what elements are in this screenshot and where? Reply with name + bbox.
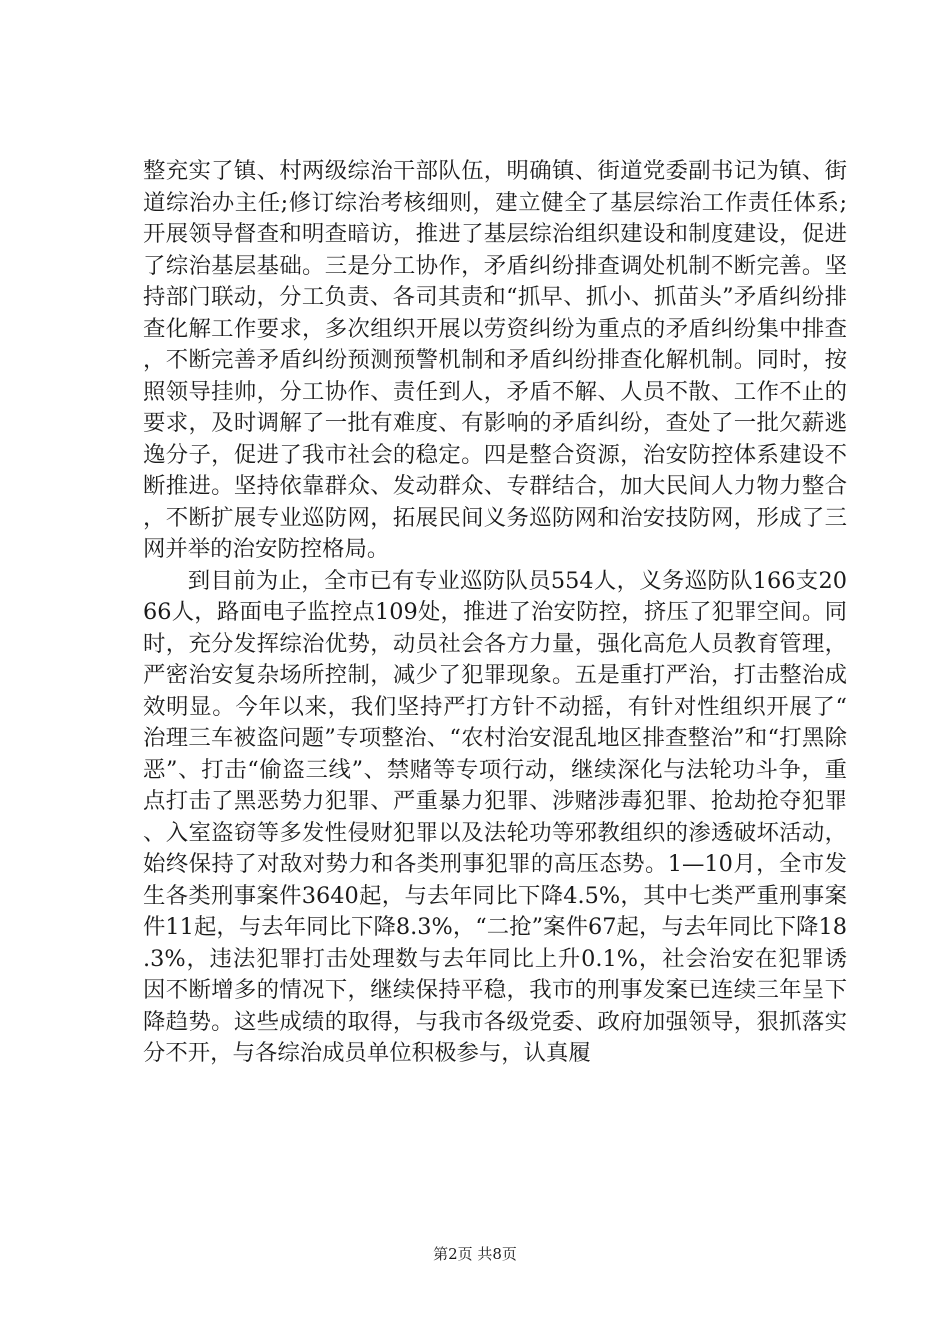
paragraph-2: 到目前为止，全市已有专业巡防队员554人，义务巡防队166支2066人，路面电子监控点109处，推进了治安防控，挤压了犯罪空间。同时，充分发挥综治优势，动员社会各方力量，强化高危人员教育管理，严密治安复杂场所控制，减少了犯罪现象。五是重打严治，打击整治成效明显。今年以来，我们坚持严打方针不动摇，有针对性组织开展了“治理三车被盗问题”专项整治、“农村治安混乱地区排查整治”和“打黑除恶”、打击“偷盗三线”、禁赌等专项行动，继续深化与法轮功斗争，重点打击了黑恶势力犯罪、严重暴力犯罪、涉赌涉毒犯罪、抢劫抢夺犯罪、入室盗窃等多发性侵财犯罪以及法轮功等邪教组织的渗透破坏活动，始终保持了对敌对势力和各类刑事犯罪的高压态势。1—10月，全市发生各类刑事案件3640起，与去年同比下降4.5%，其中七类严重刑事案件11起，与去年同比下降8.3%，“二抢”案件67起，与去年同比下降18.3%，违法犯罪打击处理数与去年同比上升0.1%，社会治安在犯罪诱因不断增多的情况下，继续保持平稳，我市的刑事发案已连续三年呈下降趋势。这些成绩的取得，与我市各级党委、政府加强领导，狠抓落实分不开，与各综治成员单位积极参与，认真履 <box>143 567 847 1066</box>
document-body <box>143 156 847 1070</box>
paragraph-1: 整充实了镇、村两级综治干部队伍，明确镇、街道党委副书记为镇、街道综治办主任;修订综治考核细则，建立健全了基层综治工作责任体系;开展领导督查和明查暗访，推进了基层综治组织建设和制度建设，促进了综治基层基础。三是分工协作，矛盾纠纷排查调处机制不断完善。坚持部门联动，分工负责、各司其责和“抓早、抓小、抓苗头”矛盾纠纷排查化解工作要求，多次组织开展以劳资纠纷为重点的矛盾纠纷集中排查，不断完善矛盾纠纷预测预警机制和矛盾纠纷排查化解机制。同时，按照领导挂帅，分工协作、责任到人，矛盾不解、人员不散、工作不止的要求，及时调解了一批有难度、有影响的矛盾纠纷，查处了一批欠薪逃逸分子，促进了我市社会的稳定。四是整合资源，治安防控体系建设不断推进。坚持依靠群众、发动群众、专群结合，加大民间人力物力整合，不断扩展专业巡防网，拓展民间义务巡防网和治安技防网，形成了三网并举的治安防控格局。 <box>143 158 847 562</box>
page-number-footer: 第2页 共8页 <box>433 1245 517 1263</box>
